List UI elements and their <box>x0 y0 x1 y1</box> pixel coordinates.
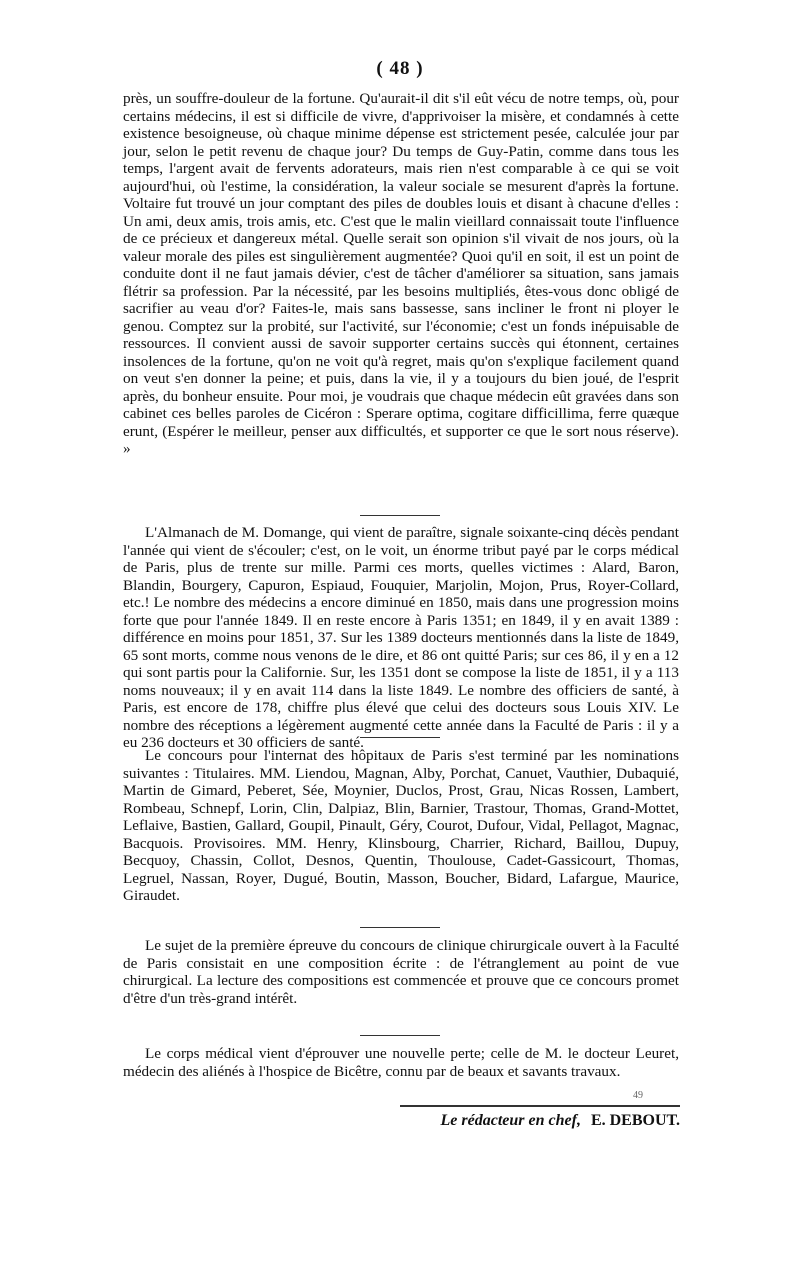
signature-rule <box>400 1105 680 1107</box>
paragraph-text: Le concours pour l'internat des hôpitaux de Paris s'est terminé par les nominations suivantes : Titulaires. MM. Liendou, Magnan, Alby, Porchat, Canuet, Vauthier, Dubaquié, Martin de Gimard, Peberet, Sée, Moynier, Duclos, Prost, Grau, Nicas Rossen, Lambert, Rombeau, Schnepf, Lorin, Clin, Dalpiaz, Blin, Barnier, Trastour, Thomas, Grand-Mottet, Leflaive, Bastien, Gallard, Goupil, Pinault, Géry, Courot, Dufour, Vidal, Pellagot, Magnac, Bacquois. Provisoires. MM. Henry, Klinsbourg, Charrier, Richard, Baillou, Dupuy, Becquoy, Chassin, Collot, Desnos, Quentin, Thoulouse, Cadet-Gassicourt, Thomas, Legruel, Nassan, Royer, Dugué, Boutin, Masson, Boucher, Bidard, Lafargue, Maurice, Giraudet. <box>123 747 679 904</box>
paragraph-clinique-chirurgicale <box>123 937 679 1007</box>
paragraph-almanach-domange <box>123 524 679 752</box>
section-divider <box>360 927 440 928</box>
section-divider <box>360 737 440 738</box>
paragraph-internat-concours <box>123 747 679 905</box>
paragraph-guy-patin-fortune <box>123 90 679 458</box>
section-divider <box>360 515 440 516</box>
paragraph-text: Le sujet de la première épreuve du concours de clinique chirurgicale ouvert à la Faculté de Paris consistait en une composition écrite : de l'étranglement au point de vue chirurgical. La lecture des compositions est commencée et prouve que ce concours promet d'être d'un très-grand intérêt. <box>123 937 679 1007</box>
section-divider <box>360 1035 440 1036</box>
paragraph-text: Le corps médical vient d'éprouver une nouvelle perte; celle de M. le docteur Leuret, médecin des aliénés à l'hospice de Bicêtre, connu par de beaux et savants travaux. <box>123 1045 679 1080</box>
paragraph-text: L'Almanach de M. Domange, qui vient de paraître, signale soixante-cinq décès pendant l'année qui vient de s'écouler; c'est, on le voit, un énorme tribut payé par le corps médical de Paris, plus de trente sur mille. Parmi ces morts, quelles victimes : Alard, Baron, Blandin, Bourgery, Capuron, Espiaud, Fouquier, Marjolin, Mojon, Prus, Royer-Collard, etc.! Le nombre des médecins a encore diminué en 1850, mais dans une progression moins forte que pour l'année 1849. Il en reste encore à Paris 1351; en 1849, il y en avait 1389 : différence en moins pour 1851, 37. Sur les 1389 docteurs mentionnés dans la liste de 1849, 65 sont morts, comme nous venons de le dire, et 86 ont quitté Paris; sur ces 86, il y en a 12 qui sont partis pour la Californie. Sur, les 1351 dont se compose la liste de 1851, il y a 113 noms nouveaux; il y en avait 114 dans la liste 1849. Le nombre des officiers de santé, à Paris, est encore de 178, chiffre plus élevé que celui des docteurs sous Louis XIV. Le nombre des réceptions a légèrement augmenté cette année dans la Faculté de Paris : il y a eu 236 docteurs et 30 officiers de santé. <box>123 524 679 751</box>
page-number: ( 48 ) <box>376 58 424 79</box>
editor-signature <box>320 1112 680 1130</box>
signature-name: E. DEBOUT. <box>590 1112 680 1129</box>
paragraph-text: près, un souffre-douleur de la fortune. Qu'aurait-il dit s'il eût vécu de notre temps, où, pour certains médecins, il est si difficile de vivre, d'apprivoiser la misère, et condamnés à cette existence besoigneuse, où chaque minime dépense est strictement pesée, calculée jour par jour, selon le petit revenu de chaque jour? Du temps de Guy-Patin, comme dans tous les temps, l'argent avait de fervents adorateurs, mais rien n'est comparable à ce qui se voit aujourd'hui, où l'estime, la considération, la valeur sociale se mesurent d'après la fortune. Voltaire fut trouvé un jour comptant des piles de doubles louis et disant à chacune d'elles : Un ami, deux amis, trois amis, etc. C'est que le malin vieillard connaissait toute l'influence de ce précieux et dangereux métal. Quelle serait son opinion s'il vivait de nos jours, où la valeur morale des piles est singulièrement augmentée? Quoi qu'il en soit, il est un point de conduite dont il ne faut jamais dévier, c'est de tâcher d'améliorer sa situation, sans jamais flétrir sa profession. Par la nécessité, par les besoins multipliés, êtes-vous donc obligé de sacrifier au veau d'or? Faites-le, mais sans bassesse, sans incliner le front ni ployer le genou. Comptez sur la probité, sur l'activité, sur l'économie; c'est un fonds inépuisable de ressources. Il convient aussi de savoir supporter certains succès qui étonnent, certaines insolences de la fortune, qu'on ne voit qu'à regret, mais qu'on s'explique facilement quand on veut s'en donner la peine; et puis, dans la vie, il y a toujours du bien joué, de l'esprit après, du bonheur ensuite. Pour moi, je voudrais que chaque médecin eût gravées dans son cabinet ces belles paroles de Cicéron : Sperare optima, cogitare difficillima, ferre quæque erunt, (Espérer le meilleur, penser aux difficultés, et supporter ce que le sort nous réserve). » <box>123 90 679 457</box>
signature-role: Le rédacteur en chef, <box>440 1112 581 1129</box>
stray-print-mark: 49 <box>633 1090 643 1101</box>
paragraph-leuret-obituary <box>123 1045 679 1080</box>
